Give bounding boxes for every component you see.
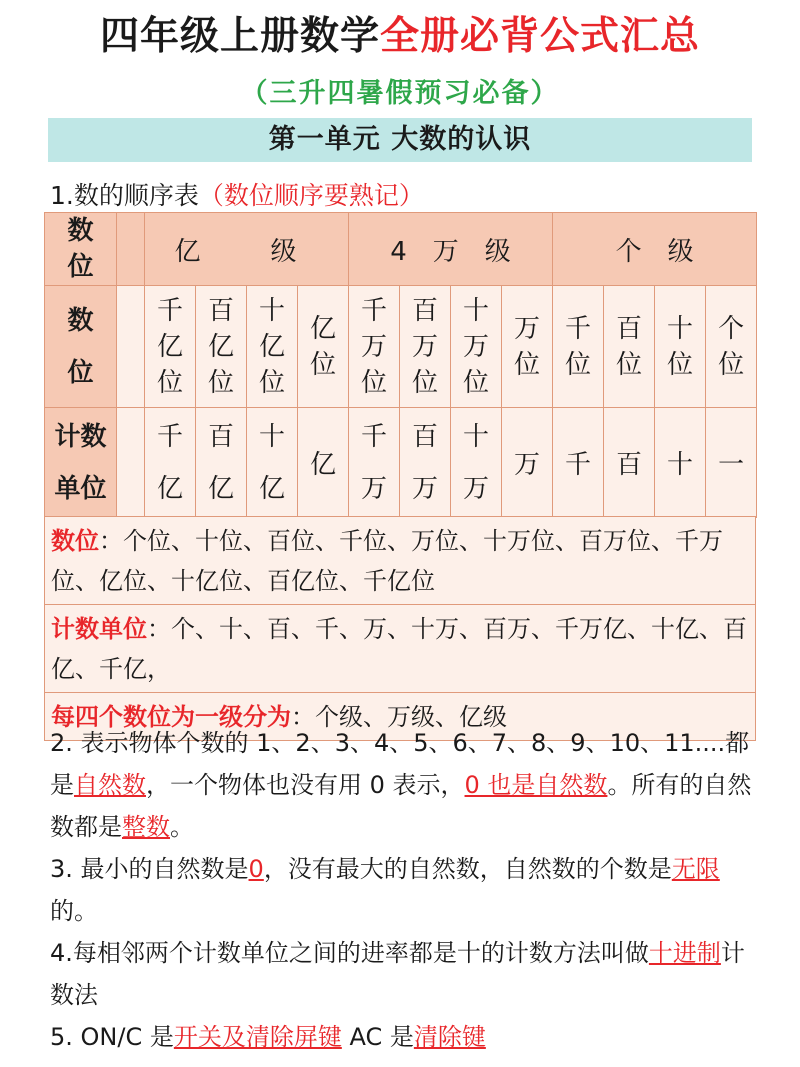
note-highlight: 0: [248, 855, 264, 883]
note-text: 4.每相邻两个计数单位之间的进率都是十的计数方法叫做: [50, 939, 649, 967]
position-cell: 千 万 位: [349, 286, 400, 408]
definitions-box: [44, 516, 756, 741]
unit-cell: 千 亿: [145, 408, 196, 518]
def-jishu: [45, 605, 755, 693]
note-text: AC 是: [341, 1023, 414, 1051]
def-ji-text: ：个级、万级、亿级: [291, 703, 507, 731]
position-cell: 百 亿 位: [196, 286, 247, 408]
note-highlight: 自然数: [74, 771, 146, 799]
note-3: [50, 848, 760, 932]
note-text: ，没有最大的自然数，自然数的个数是: [263, 855, 672, 883]
note-2: [50, 722, 760, 848]
position-cell: 十 万 位: [451, 286, 502, 408]
title-red: 全册必背公式汇总: [380, 14, 701, 59]
label-level: 数 位: [45, 213, 117, 286]
def-shuwei: [45, 517, 755, 605]
note-highlight: 开关及清除屏键: [173, 1023, 342, 1051]
position-cell: 百 位: [604, 286, 655, 408]
position-cell: 个 位: [706, 286, 757, 408]
group-wan: 4 万 级: [349, 213, 553, 286]
empty-cell: [117, 213, 145, 286]
unit-cell: 千 万: [349, 408, 400, 518]
note-highlight: 十进制: [648, 939, 721, 967]
position-cell: 千 亿 位: [145, 286, 196, 408]
def-ji-label: 每四个数位为一级分为: [51, 703, 291, 731]
section-1-prefix: 1.数的顺序表: [50, 181, 199, 210]
note-highlight: 无限: [671, 855, 720, 883]
unit-cell: 千: [553, 408, 604, 518]
note-text: 计数法: [50, 939, 745, 1009]
label-unit: 计数 单位: [45, 408, 117, 518]
position-cell: 百 万 位: [400, 286, 451, 408]
section-1-note: （数位顺序要熟记）: [198, 181, 424, 210]
page-subtitle: （三升四暑假预习必备）: [240, 78, 560, 109]
unit-cell: 十: [655, 408, 706, 518]
position-cell: 千 位: [553, 286, 604, 408]
group-ge: 个 级: [553, 213, 757, 286]
unit-cell: 亿: [298, 408, 349, 518]
unit-cell: 百 万: [400, 408, 451, 518]
label-position: 数 位: [45, 286, 117, 408]
place-value-table: [44, 212, 757, 518]
unit-header: 第一单元 大数的认识: [48, 118, 752, 162]
def-jishu-text: ：个、十、百、千、万、十万、百万、千万亿、十亿、百亿、千亿，: [51, 615, 747, 683]
position-cell: 十 位: [655, 286, 706, 408]
position-cell: 亿 位: [298, 286, 349, 408]
note-highlight: 清除键: [413, 1023, 486, 1051]
note-text: 5. ON/C 是: [50, 1023, 174, 1051]
note-text: 。: [170, 813, 194, 841]
group-yi: 亿 级: [145, 213, 349, 286]
note-text: 。所有的自然数都是: [50, 771, 752, 841]
note-text: 3. 最小的自然数是: [50, 855, 249, 883]
page-title: [0, 12, 800, 62]
unit-cell: 万: [502, 408, 553, 518]
empty-cell: [117, 408, 145, 518]
unit-cell: 十 万: [451, 408, 502, 518]
def-jishu-label: 计数单位: [51, 615, 147, 643]
note-text: 的。: [50, 897, 98, 925]
def-shuwei-label: 数位: [51, 527, 99, 555]
title-black: 四年级上册数学: [99, 14, 380, 59]
notes: [50, 722, 760, 1058]
position-cell: 万 位: [502, 286, 553, 408]
note-highlight: 0 也是自然数: [464, 771, 608, 799]
unit-cell: 十 亿: [247, 408, 298, 518]
unit-cell: 一: [706, 408, 757, 518]
note-text: ，一个物体也没有用 0 表示，: [146, 771, 465, 799]
def-shuwei-text: ：个位、十位、百位、千位、万位、十万位、百万位、千万位、亿位、十亿位、百亿位、千亿位: [51, 527, 723, 595]
section-1-heading: [50, 178, 424, 214]
note-5: [50, 1016, 760, 1058]
empty-cell: [117, 286, 145, 408]
position-cell: 十 亿 位: [247, 286, 298, 408]
note-highlight: 整数: [122, 813, 170, 841]
unit-cell: 百: [604, 408, 655, 518]
note-4: [50, 932, 760, 1016]
unit-cell: 百 亿: [196, 408, 247, 518]
note-text: 2. 表示物体个数的 1、2、3、4、5、6、7、8、9、10、11....都是: [50, 729, 750, 799]
